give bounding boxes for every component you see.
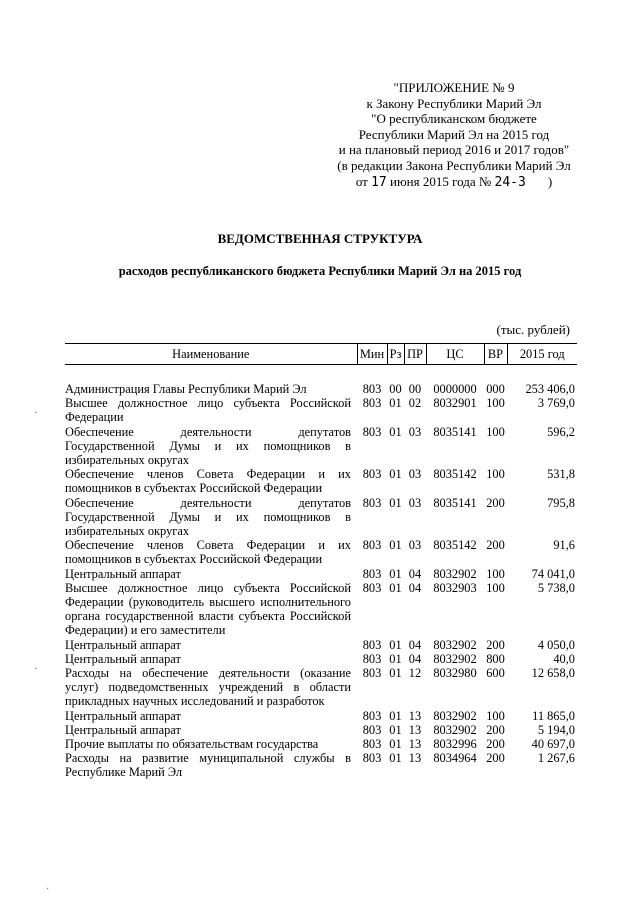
table-row <box>65 567 577 581</box>
table-row <box>65 638 577 652</box>
row-cs: 8032901 <box>433 396 477 411</box>
row-pr: 02 <box>408 396 422 411</box>
header-vr: ВР <box>484 344 507 365</box>
row-min: 803 <box>362 538 382 553</box>
row-pr: 03 <box>408 538 422 553</box>
row-min: 803 <box>362 467 382 482</box>
row-amount: 40,0 <box>553 651 575 666</box>
document-subtitle: расходов республиканского бюджета Республики Марий Эл на 2015 год <box>118 264 522 278</box>
row-vr: 200 <box>486 722 505 737</box>
row-min: 803 <box>362 666 382 681</box>
row-amount: 531,8 <box>547 467 575 482</box>
header-min: Мин <box>357 344 387 365</box>
table-row <box>65 709 577 723</box>
row-name: Администрация Главы Республики Марий Эл <box>65 382 307 396</box>
row-rz: 01 <box>389 751 402 766</box>
scan-speck: · <box>34 408 38 419</box>
row-amount: 11 865,0 <box>532 708 575 723</box>
row-rz: 01 <box>389 666 402 681</box>
row-name: Центральный аппарат <box>65 651 181 666</box>
appendix-line: (в редакции Закона Республики Марий Эл <box>337 157 571 173</box>
row-pr: 12 <box>408 666 422 681</box>
row-vr: 200 <box>486 637 505 652</box>
row-name: Центральный аппарат <box>65 722 181 737</box>
row-cs: 8032980 <box>433 666 477 681</box>
row-cs: 8035141 <box>433 424 477 439</box>
table-row <box>65 496 577 539</box>
appendix-line: "О республиканском бюджете <box>371 111 537 127</box>
row-name: Расходы на обеспечение деятельности (оказание услуг) подведомственных учреждений в области прикладных научных исследований и разработок <box>65 666 351 709</box>
appendix-line: к Закону Республики Марий Эл <box>366 95 542 111</box>
date-day-handwritten: 17 <box>371 174 387 190</box>
law-number-handwritten: 24-З <box>494 174 526 190</box>
row-min: 803 <box>362 424 382 439</box>
row-cs: 8032902 <box>433 637 477 652</box>
table-row <box>65 751 577 779</box>
row-name: Обеспечение деятельности депутатов Государственной Думы и их помощников в избирательных округах <box>65 495 351 539</box>
row-amount: 12 658,0 <box>531 666 575 681</box>
row-min: 803 <box>362 651 382 666</box>
row-cs: 0000000 <box>433 382 477 396</box>
row-amount: 5 738,0 <box>537 580 575 595</box>
row-cs: 8032996 <box>433 737 477 752</box>
row-vr: 600 <box>486 666 505 681</box>
row-name: Обеспечение членов Совета Федерации и их помощников в субъектах Российской Федерации <box>65 538 351 567</box>
row-rz: 01 <box>389 495 402 510</box>
header-amount: 2015 год <box>507 344 577 365</box>
row-vr: 100 <box>486 396 505 411</box>
row-pr: 04 <box>408 637 422 652</box>
row-rz: 01 <box>389 651 402 666</box>
row-cs: 8035141 <box>433 495 477 510</box>
row-vr: 100 <box>486 467 505 482</box>
appendix-line: Республики Марий Эл на 2015 год <box>358 126 550 142</box>
row-amount: 40 697,0 <box>531 737 575 752</box>
row-min: 803 <box>362 737 382 752</box>
row-name: Центральный аппарат <box>65 637 181 652</box>
table-row <box>65 723 577 737</box>
row-amount: 253 406,0 <box>525 382 575 396</box>
row-cs: 8035142 <box>433 538 477 553</box>
row-rz: 01 <box>389 396 402 411</box>
row-vr: 200 <box>486 737 505 752</box>
row-vr: 100 <box>486 580 505 595</box>
row-cs: 8032902 <box>433 708 477 723</box>
row-amount: 91,6 <box>553 538 575 553</box>
row-amount: 1 267,6 <box>537 751 575 766</box>
row-rz: 00 <box>389 382 402 396</box>
table-row <box>65 425 577 468</box>
row-amount: 596,2 <box>547 424 575 439</box>
document-title: ВЕДОМСТВЕННАЯ СТРУКТУРА <box>217 231 423 246</box>
date-mid: июня 2015 года № <box>389 173 492 189</box>
row-min: 803 <box>362 495 382 510</box>
row-rz: 01 <box>389 737 402 752</box>
row-cs: 8032903 <box>433 580 477 595</box>
row-min: 803 <box>362 751 382 766</box>
row-rz: 01 <box>389 722 402 737</box>
row-min: 803 <box>362 580 382 595</box>
appendix-header <box>320 80 588 190</box>
row-name: Расходы на развитие муниципальной службы в Республике Марий Эл <box>65 751 351 780</box>
row-amount: 5 194,0 <box>537 722 575 737</box>
row-cs: 8032902 <box>433 566 477 581</box>
row-pr: 03 <box>408 424 422 439</box>
row-vr: 000 <box>486 382 505 396</box>
row-min: 803 <box>362 722 382 737</box>
row-name: Прочие выплаты по обязательствам государства <box>65 737 319 752</box>
table-row <box>65 365 577 397</box>
row-name: Высшее должностное лицо субъекта Российской Федерации <box>65 396 351 425</box>
row-min: 803 <box>362 382 382 396</box>
row-rz: 01 <box>389 467 402 482</box>
row-name: Центральный аппарат <box>65 708 181 723</box>
row-cs: 8032902 <box>433 651 477 666</box>
row-min: 803 <box>362 637 382 652</box>
row-min: 803 <box>362 566 382 581</box>
row-vr: 800 <box>486 651 505 666</box>
row-pr: 13 <box>408 751 422 766</box>
row-pr: 13 <box>408 737 422 752</box>
date-prefix: от <box>355 173 368 189</box>
table-header-row <box>65 344 577 365</box>
row-rz: 01 <box>389 708 402 723</box>
row-pr: 04 <box>408 566 422 581</box>
header-pr: ПР <box>404 344 426 365</box>
row-min: 803 <box>362 396 382 411</box>
row-pr: 13 <box>408 708 422 723</box>
row-vr: 200 <box>486 751 505 766</box>
row-name: Обеспечение членов Совета Федерации и их помощников в субъектах Российской Федерации <box>65 467 351 496</box>
row-rz: 01 <box>389 424 402 439</box>
budget-table <box>65 343 577 780</box>
appendix-line: и на плановый период 2016 и 2017 годов" <box>338 142 570 158</box>
row-rz: 01 <box>389 580 402 595</box>
row-rz: 01 <box>389 637 402 652</box>
row-rz: 01 <box>389 538 402 553</box>
row-amount: 4 050,0 <box>537 637 575 652</box>
scan-speck: · <box>46 884 50 895</box>
row-vr: 200 <box>486 538 505 553</box>
row-amount: 3 769,0 <box>537 396 575 411</box>
row-cs: 8034964 <box>433 751 477 766</box>
date-suffix: ) <box>547 173 553 189</box>
row-cs: 8035142 <box>433 467 477 482</box>
row-name: Центральный аппарат <box>65 566 181 581</box>
row-cs: 8032902 <box>433 722 477 737</box>
units-label: (тыс. рублей) <box>496 322 570 337</box>
scan-speck: · <box>34 664 38 675</box>
row-vr: 100 <box>486 424 505 439</box>
table-row <box>65 538 577 566</box>
row-pr: 04 <box>408 580 422 595</box>
row-vr: 100 <box>486 708 505 723</box>
row-rz: 01 <box>389 566 402 581</box>
table-row <box>65 652 577 666</box>
row-pr: 03 <box>408 467 422 482</box>
header-name: Наименование <box>65 344 357 365</box>
row-pr: 03 <box>408 495 422 510</box>
table-row <box>65 467 577 495</box>
table-row <box>65 737 577 751</box>
table-row <box>65 396 577 424</box>
row-amount: 795,8 <box>547 495 575 510</box>
row-amount: 74 041,0 <box>531 566 575 581</box>
table-row <box>65 666 577 709</box>
row-pr: 04 <box>408 651 422 666</box>
appendix-date-line <box>320 174 588 191</box>
row-min: 803 <box>362 708 382 723</box>
table-row <box>65 581 577 638</box>
row-vr: 200 <box>486 495 505 510</box>
header-cs: ЦС <box>426 344 484 365</box>
row-name: Высшее должностное лицо субъекта Российской Федерации (руководитель высшего исполнительного органа государственной власти субъекта Российской Федерации) и его заместители <box>65 580 351 638</box>
row-pr: 13 <box>408 722 422 737</box>
row-vr: 100 <box>486 566 505 581</box>
header-rz: Рз <box>387 344 404 365</box>
row-pr: 00 <box>408 382 422 396</box>
appendix-line: "ПРИЛОЖЕНИЕ № 9 <box>393 80 515 95</box>
row-name: Обеспечение деятельности депутатов Государственной Думы и их помощников в избирательных округах <box>65 424 351 468</box>
